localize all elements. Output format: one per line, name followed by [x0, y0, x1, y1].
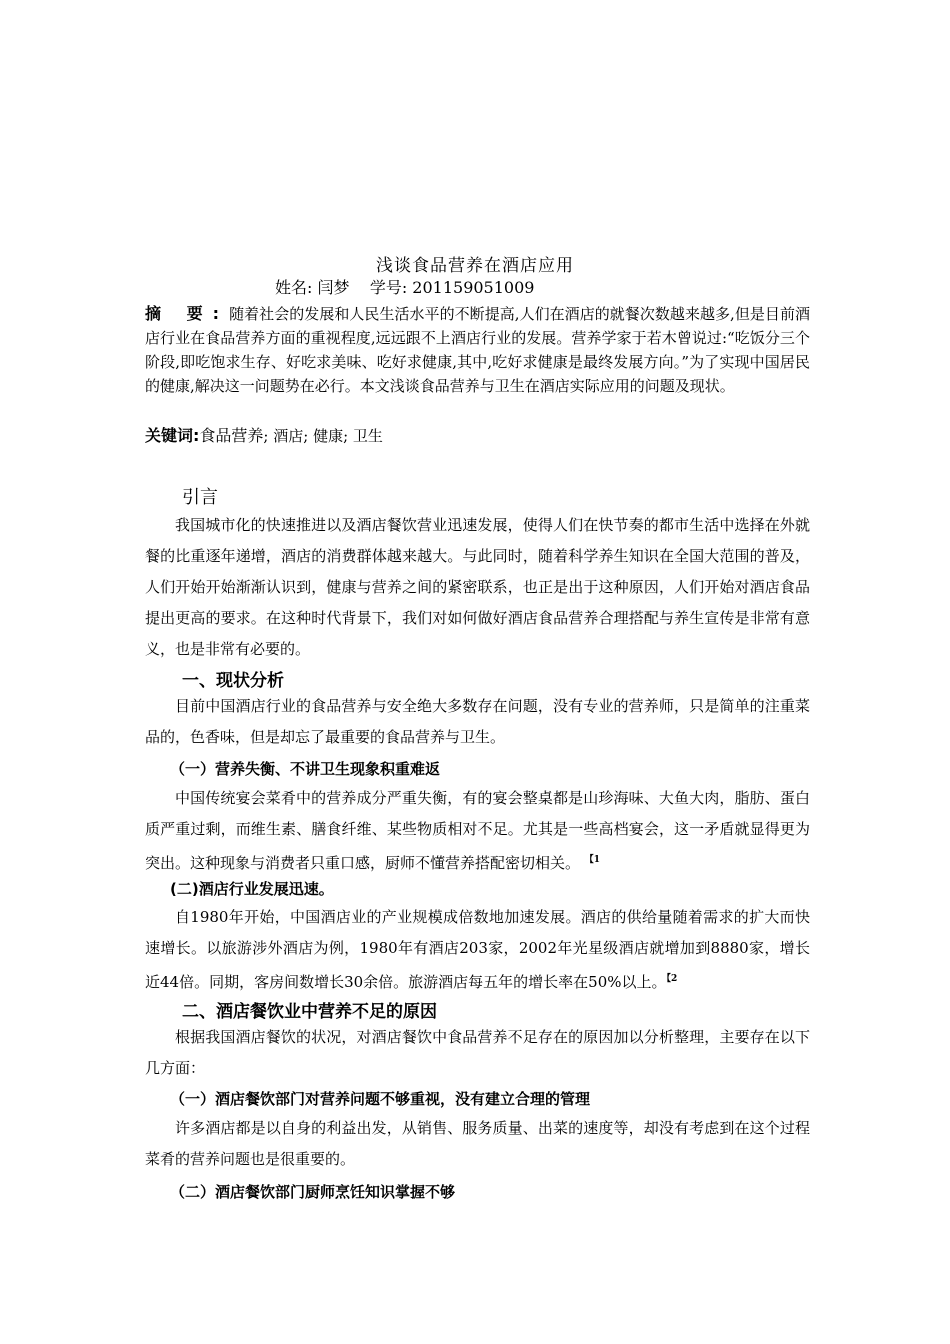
section1-sub1-text: 中国传统宴会菜肴中的营养成分严重失衡，有的宴会整桌都是山珍海味、大鱼大肉，脂肪、蛋白质严重过剩，而维生素、膳食纤维、某些物质相对不足。尤其是一些高档宴会，这一矛盾就显得更为突出。这种现象与消费者只重口感，厨师不懂营养搭配密切相关。: [145, 789, 810, 872]
keywords: [145, 424, 810, 448]
section1-sub2-heading: (二)酒店行业发展迅速。: [170, 880, 334, 898]
intro-heading: 引言: [182, 487, 218, 508]
section1-heading: 一、现状分析: [182, 671, 284, 691]
section2-sub2-heading: （二）酒店餐饮部门厨师烹饪知识掌握不够: [170, 1183, 456, 1201]
section2-sub1-paragraph: 许多酒店都是以自身的利益出发，从销售、服务质量、出菜的速度等，却没有考虑到在这个过程菜肴的营养问题也是很重要的。: [145, 1119, 810, 1168]
section1-sub1-heading: （一）营养失衡、不讲卫生现象积重难返: [170, 760, 441, 778]
intro-paragraph: 我国城市化的快速推进以及酒店餐饮营业迅速发展，使得人们在快节奏的都市生活中选择在外就餐的比重逐年递增，酒店的消费群体越来越大。与此同时，随着科学养生知识在全国大范围的普及，人们开始开始渐渐认识到，健康与营养之间的紧密联系，也正是出于这种原因，人们开始对酒店食品提出更高的要求。在这种时代背景下，我们对如何做好酒店食品营养合理搭配与养生宣传是非常有意义，也是非常有必要的。: [145, 516, 810, 658]
section2-heading: 二、酒店餐饮业中营养不足的原因: [182, 1002, 437, 1022]
author-line: 姓名: 闫梦 学号: 201159051009: [275, 278, 535, 297]
section2-paragraph: 根据我国酒店餐饮的状况，对酒店餐饮中食品营养不足存在的原因加以分析整理，主要存在以下几方面：: [145, 1028, 810, 1077]
abstract: [145, 302, 810, 398]
keyword-first: 食品营养: [199, 426, 264, 445]
keywords-label: 关键词:: [145, 426, 200, 445]
section1-sub2-text: 自1980年开始，中国酒店业的产业规模成倍数地加速发展。酒店的供给量随着需求的扩大而快速增长。以旅游涉外酒店为例，1980年有酒店203家，2002年光星级酒店就增加到8880家，增长近44倍。同期，客房间数增长30余倍。旅游酒店每五年的增长率在50%以上。: [145, 908, 810, 991]
abstract-text: 随着社会的发展和人民生活水平的不断提高,人们在酒店的就餐次数越来越多,但是目前酒店行业在食品营养方面的重视程度,远远跟不上酒店行业的发展。营养学家于若木曾说过:“吃饭分三个阶段,即吃饱求生存、好吃求美味、吃好求健康,其中,吃好求健康是最终发展方向。”为了实现中国居民的健康,解决这一问题势在必行。本文浅谈食品营养与卫生在酒店实际应用的问题及现状。: [145, 305, 810, 395]
section1-paragraph: 目前中国酒店行业的食品营养与安全绝大多数存在问题，没有专业的营养师，只是简单的注重菜品的，色香味，但是却忘了最重要的食品营养与卫生。: [145, 697, 810, 746]
section1-sub1-paragraph: [145, 783, 810, 879]
section2-sub1-heading: （一）酒店餐饮部门对营养问题不够重视，没有建立合理的管理: [170, 1090, 591, 1108]
section1-sub2-paragraph: [145, 902, 810, 998]
paper-title: 浅谈食品营养在酒店应用: [376, 256, 574, 276]
abstract-label: 摘 要:: [145, 304, 230, 323]
keywords-rest: ; 酒店; 健康; 卫生: [263, 427, 383, 445]
citation-2: 【2: [666, 974, 678, 984]
citation-1: 【1: [584, 855, 601, 865]
